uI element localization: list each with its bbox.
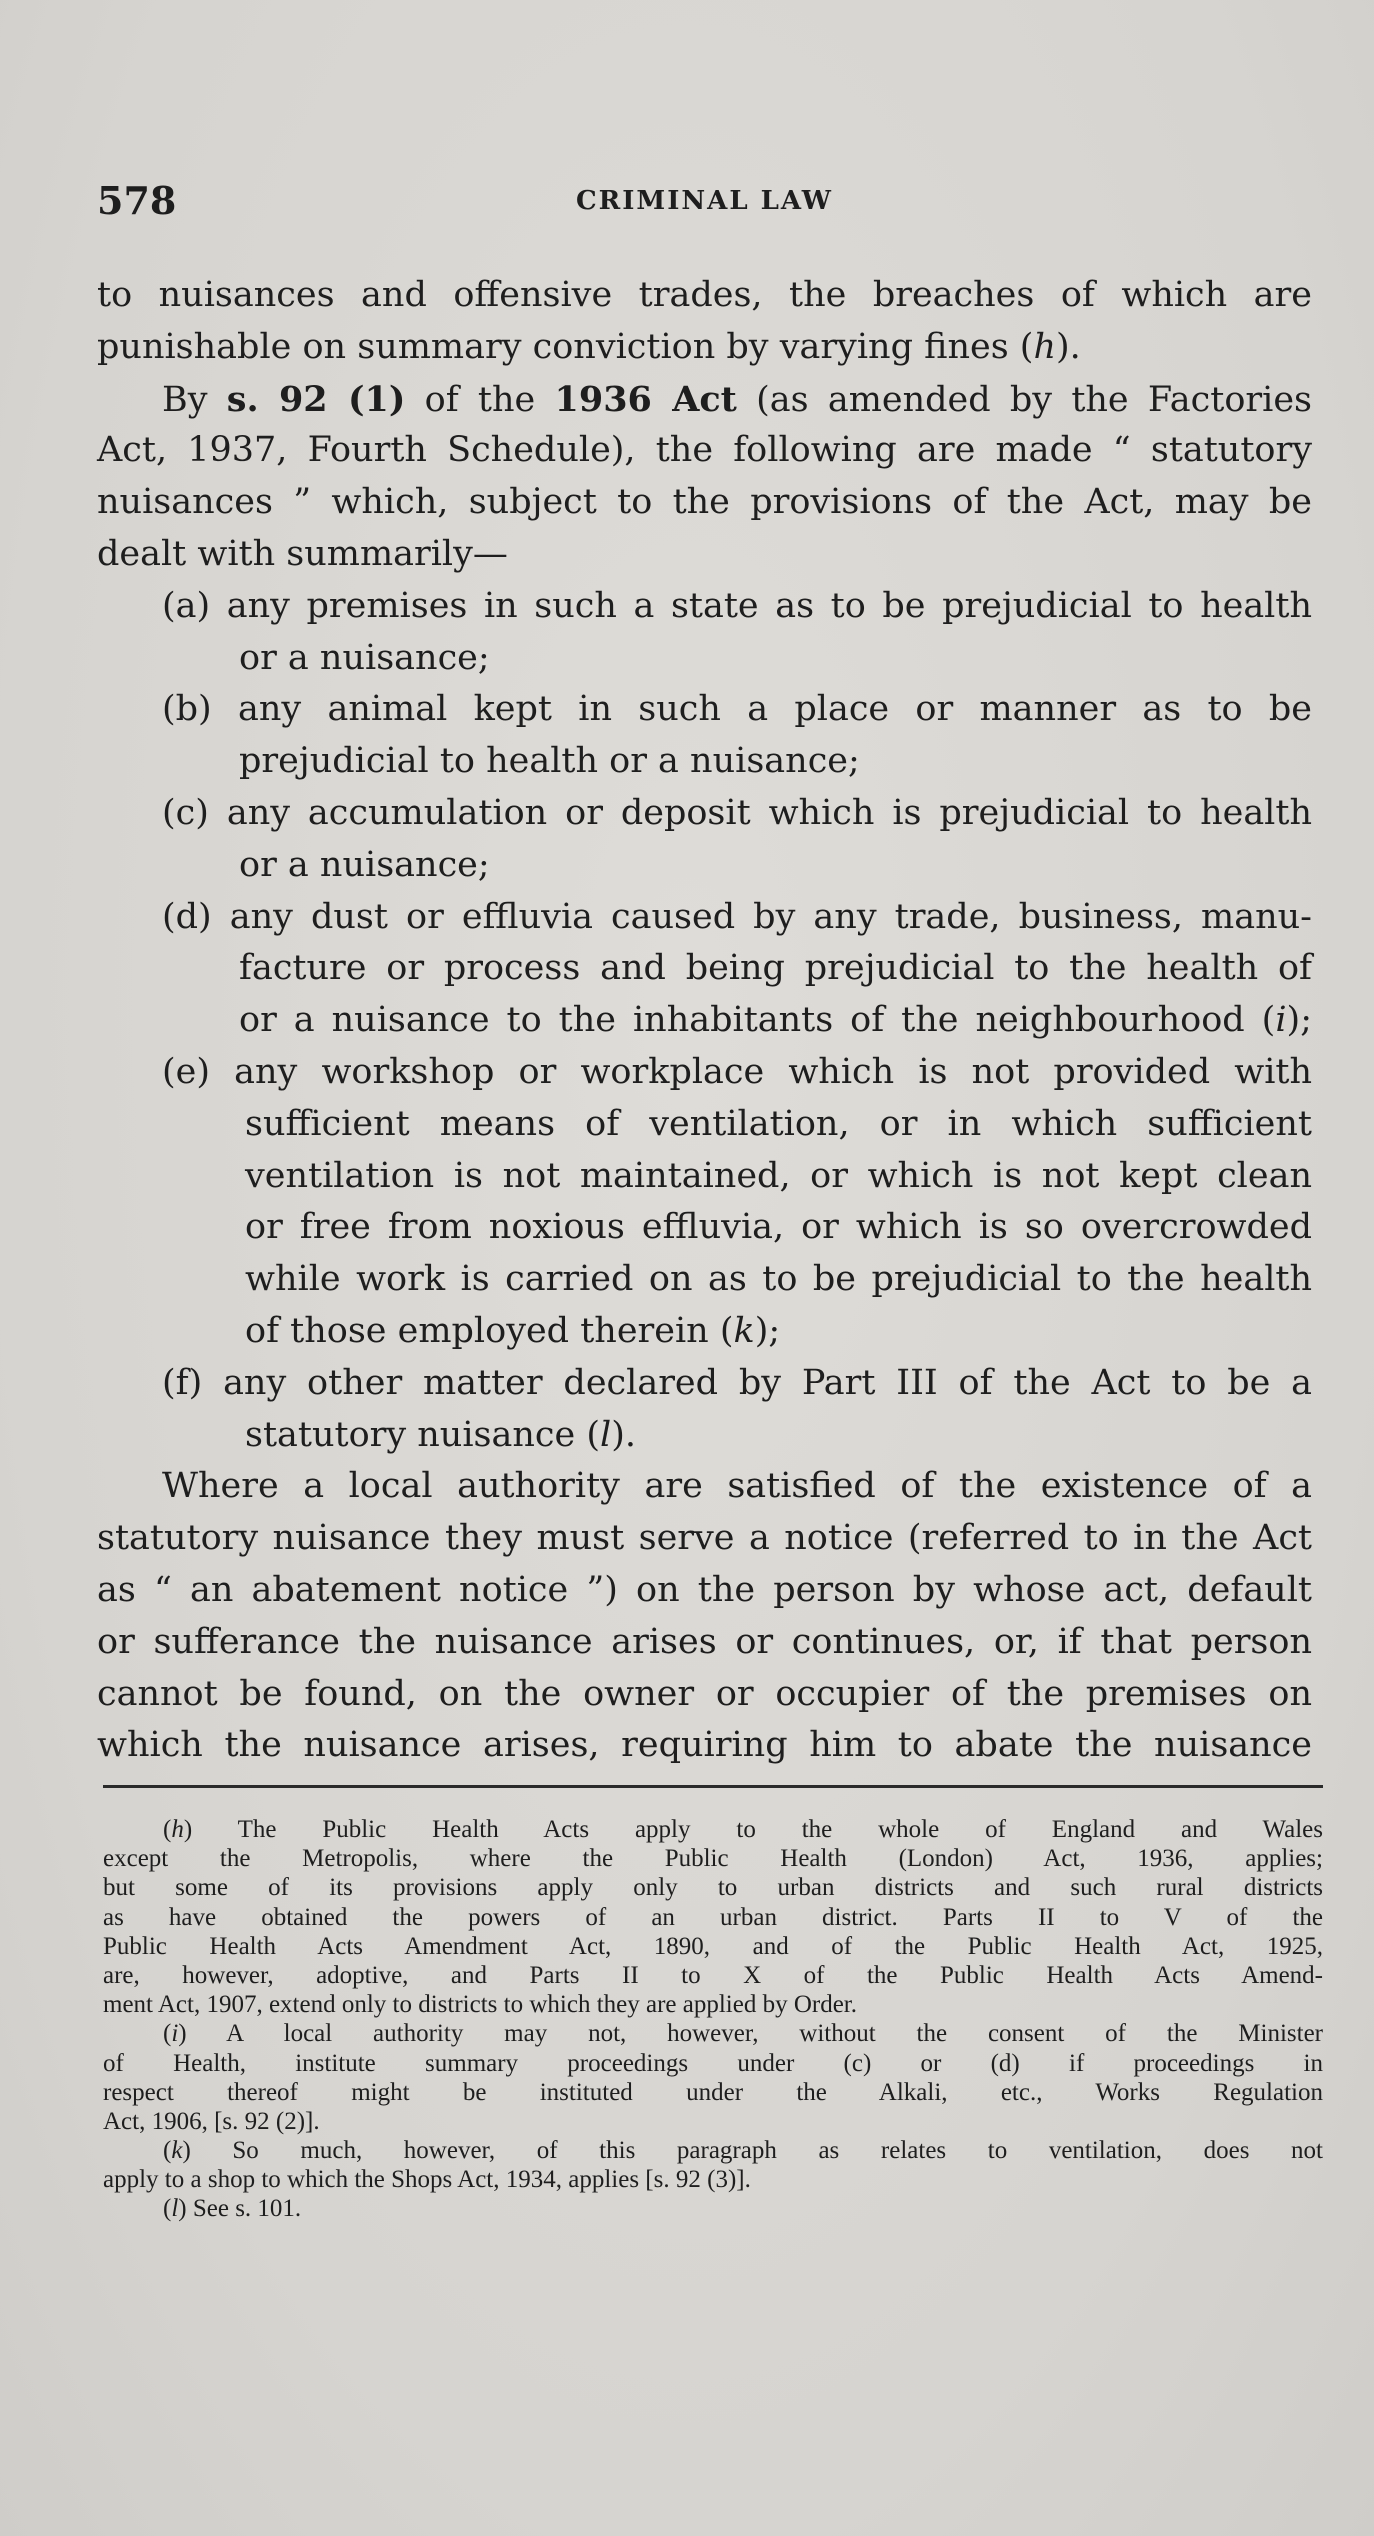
footnote-line: [103, 1844, 1323, 1873]
text-line: [97, 1669, 1312, 1721]
text-run: Act, 1906, [s. 92 (2)].: [103, 2107, 320, 2135]
running-head: CRIMINAL LAW: [575, 186, 834, 216]
text-run: apply to a shop to which the Shops Act, 1934, applies [s. 92 (3)].: [103, 2166, 751, 2194]
footnote-line: [103, 2107, 1323, 2136]
text-line: [97, 1306, 1312, 1358]
text-run: respect thereof might be instituted under the Alkali, etc., Works Regulation: [103, 2078, 1323, 2106]
text-run: prejudicial to health or a nuisance;: [239, 741, 860, 782]
text-line: [97, 1047, 1312, 1099]
text-run: ventilation is not maintained, or which is not kept clean: [245, 1155, 1312, 1196]
text-run: as have obtained the powers of an urban district. Parts II to V of the: [103, 1903, 1323, 1931]
footnote-line: [103, 2078, 1323, 2107]
footnote-line: [103, 2049, 1323, 2078]
text-run: sufficient means of ventilation, or in which sufficient: [245, 1103, 1312, 1144]
text-run: or sufferance the nuisance arises or continues, or, if that person: [97, 1621, 1312, 1662]
text-run: Act, 1937, Fourth Schedule), the following are made “ statutory: [97, 430, 1312, 471]
text-run: (: [163, 2137, 172, 2165]
page-number: 578: [97, 178, 177, 223]
text-run: (e) any workshop or workplace which is not provided with: [162, 1051, 1312, 1092]
text-run: or free from noxious effluvia, or which is so overcrowded: [245, 1207, 1312, 1248]
text-run: are, however, adoptive, and Parts II to X of the Public Health Acts Amend-: [103, 1961, 1323, 1989]
text-line: [97, 736, 1312, 788]
text-line: [97, 1410, 1312, 1462]
text-line: [97, 1358, 1312, 1410]
text-run: except the Metropolis, where the Public Health (London) Act, 1936, applies;: [103, 1845, 1323, 1873]
text-run: to nuisances and offensive trades, the breaches of which are: [97, 275, 1312, 315]
text-run: ).: [611, 1414, 636, 1455]
footnote-ref: h: [171, 1816, 184, 1843]
text-run: (: [163, 2020, 172, 2048]
text-run: of those employed therein (: [245, 1310, 734, 1351]
footnote-ref: l: [600, 1414, 612, 1455]
text-run: (as amended by the Factories: [736, 379, 1312, 420]
footnotes: [103, 1815, 1323, 2224]
footnote-line: [103, 1961, 1323, 1990]
text-line: [97, 840, 1312, 892]
footnote-ref: i: [171, 2020, 179, 2048]
text-run: (: [163, 2195, 172, 2223]
text-line: [97, 529, 1312, 581]
text-line: [97, 1202, 1312, 1254]
text-line: [97, 1617, 1312, 1669]
footnote-line: [103, 1932, 1323, 1961]
text-line: [97, 1099, 1312, 1151]
text-line: [97, 943, 1312, 995]
text-run: or a nuisance;: [239, 844, 490, 885]
text-line: [97, 322, 1312, 374]
text-run: or a nuisance;: [239, 637, 490, 678]
footnote-ref: i: [1275, 1000, 1287, 1041]
footnote-line: [103, 1990, 1323, 2019]
footnote-line: [103, 1873, 1323, 1902]
text-line: [97, 1461, 1312, 1513]
text-line: [97, 633, 1312, 685]
footnote-rule: [103, 1785, 1323, 1788]
text-run: (a) any premises in such a state as to be prejudicial to health: [162, 585, 1312, 626]
text-run: (: [163, 1816, 172, 1843]
text-line: [97, 684, 1312, 736]
text-line: [97, 892, 1312, 944]
text-run: but some of its provisions apply only to urban districts and such rural districts: [103, 1874, 1323, 1902]
text-line: [97, 374, 1312, 426]
text-run: Where a local authority are satisfied of the existence of a: [162, 1466, 1312, 1507]
text-run: of Health, institute summary proceedings under (c) or (d) if proceedings in: [103, 2049, 1323, 2077]
text-line: [97, 270, 1312, 322]
text-line: [97, 425, 1312, 477]
body-text: [97, 270, 1312, 1772]
text-run: (f) any other matter declared by Part III of the Act to be a: [162, 1362, 1312, 1403]
text-run: cannot be found, on the owner or occupier of the premises on: [97, 1673, 1312, 1714]
footnote-ref: k: [733, 1310, 755, 1351]
text-run: ) The Public Health Acts apply to the whole of England and Wales: [183, 1816, 1323, 1843]
text-run: of the: [405, 379, 555, 420]
text-run: ) So much, however, of this paragraph as relates to ventilation, does not: [182, 2137, 1323, 2165]
text-run: (b) any animal kept in such a place or manner as to be: [162, 689, 1312, 730]
text-run: statutory nuisance they must serve a notice (referred to in the Act: [97, 1518, 1312, 1559]
text-run: or a nuisance to the inhabitants of the neighbourhood (: [239, 1000, 1276, 1041]
text-line: [97, 1720, 1312, 1772]
text-run: as “ an abatement notice ”) on the person by whose act, default: [97, 1569, 1312, 1610]
text-line: [97, 995, 1312, 1047]
text-line: [97, 788, 1312, 840]
footnote-line: [103, 1815, 1323, 1844]
text-line: [97, 1151, 1312, 1203]
text-run: );: [754, 1310, 781, 1351]
text-run: facture or process and being prejudicial to the health of: [239, 948, 1312, 989]
text-run: nuisances ” which, subject to the provisions of the Act, may be: [97, 482, 1312, 523]
text-line: [97, 581, 1312, 633]
text-run: ) See s. 101.: [178, 2195, 302, 2223]
footnote-ref: l: [171, 2195, 179, 2223]
bold-text: s. 92 (1): [226, 378, 406, 420]
text-run: By: [162, 379, 227, 420]
text-run: ment Act, 1907, extend only to districts to which they are applied by Order.: [103, 1991, 858, 2019]
text-line: [97, 1565, 1312, 1617]
text-run: ) A local authority may not, however, without the consent of the Minister: [178, 2020, 1323, 2048]
footnote-line: [103, 1903, 1323, 1932]
text-run: );: [1286, 1000, 1312, 1041]
text-run: (d) any dust or effluvia caused by any trade, business, manu-: [162, 896, 1312, 937]
text-line: [97, 1513, 1312, 1565]
text-run: (c) any accumulation or deposit which is prejudicial to health: [162, 792, 1312, 833]
footnote-ref: h: [1033, 326, 1056, 367]
footnote-line: [103, 2136, 1323, 2165]
page-header: [97, 178, 1312, 228]
footnote-line: [103, 2165, 1323, 2194]
text-run: which the nuisance arises, requiring him to abate the nuisance: [97, 1725, 1312, 1766]
footnote-ref: k: [171, 2137, 183, 2165]
text-run: ).: [1056, 326, 1081, 367]
footnote-line: [103, 2019, 1323, 2048]
text-run: while work is carried on as to be prejudicial to the health: [245, 1259, 1312, 1300]
text-run: statutory nuisance (: [245, 1414, 601, 1455]
text-run: punishable on summary conviction by varying fines (: [97, 326, 1034, 367]
bold-text: 1936 Act: [554, 378, 737, 420]
text-run: dealt with summarily—: [97, 533, 508, 574]
text-line: [97, 477, 1312, 529]
text-line: [97, 1254, 1312, 1306]
text-run: Public Health Acts Amendment Act, 1890, and of the Public Health Act, 1925,: [103, 1932, 1323, 1960]
footnote-line: [103, 2194, 1323, 2223]
